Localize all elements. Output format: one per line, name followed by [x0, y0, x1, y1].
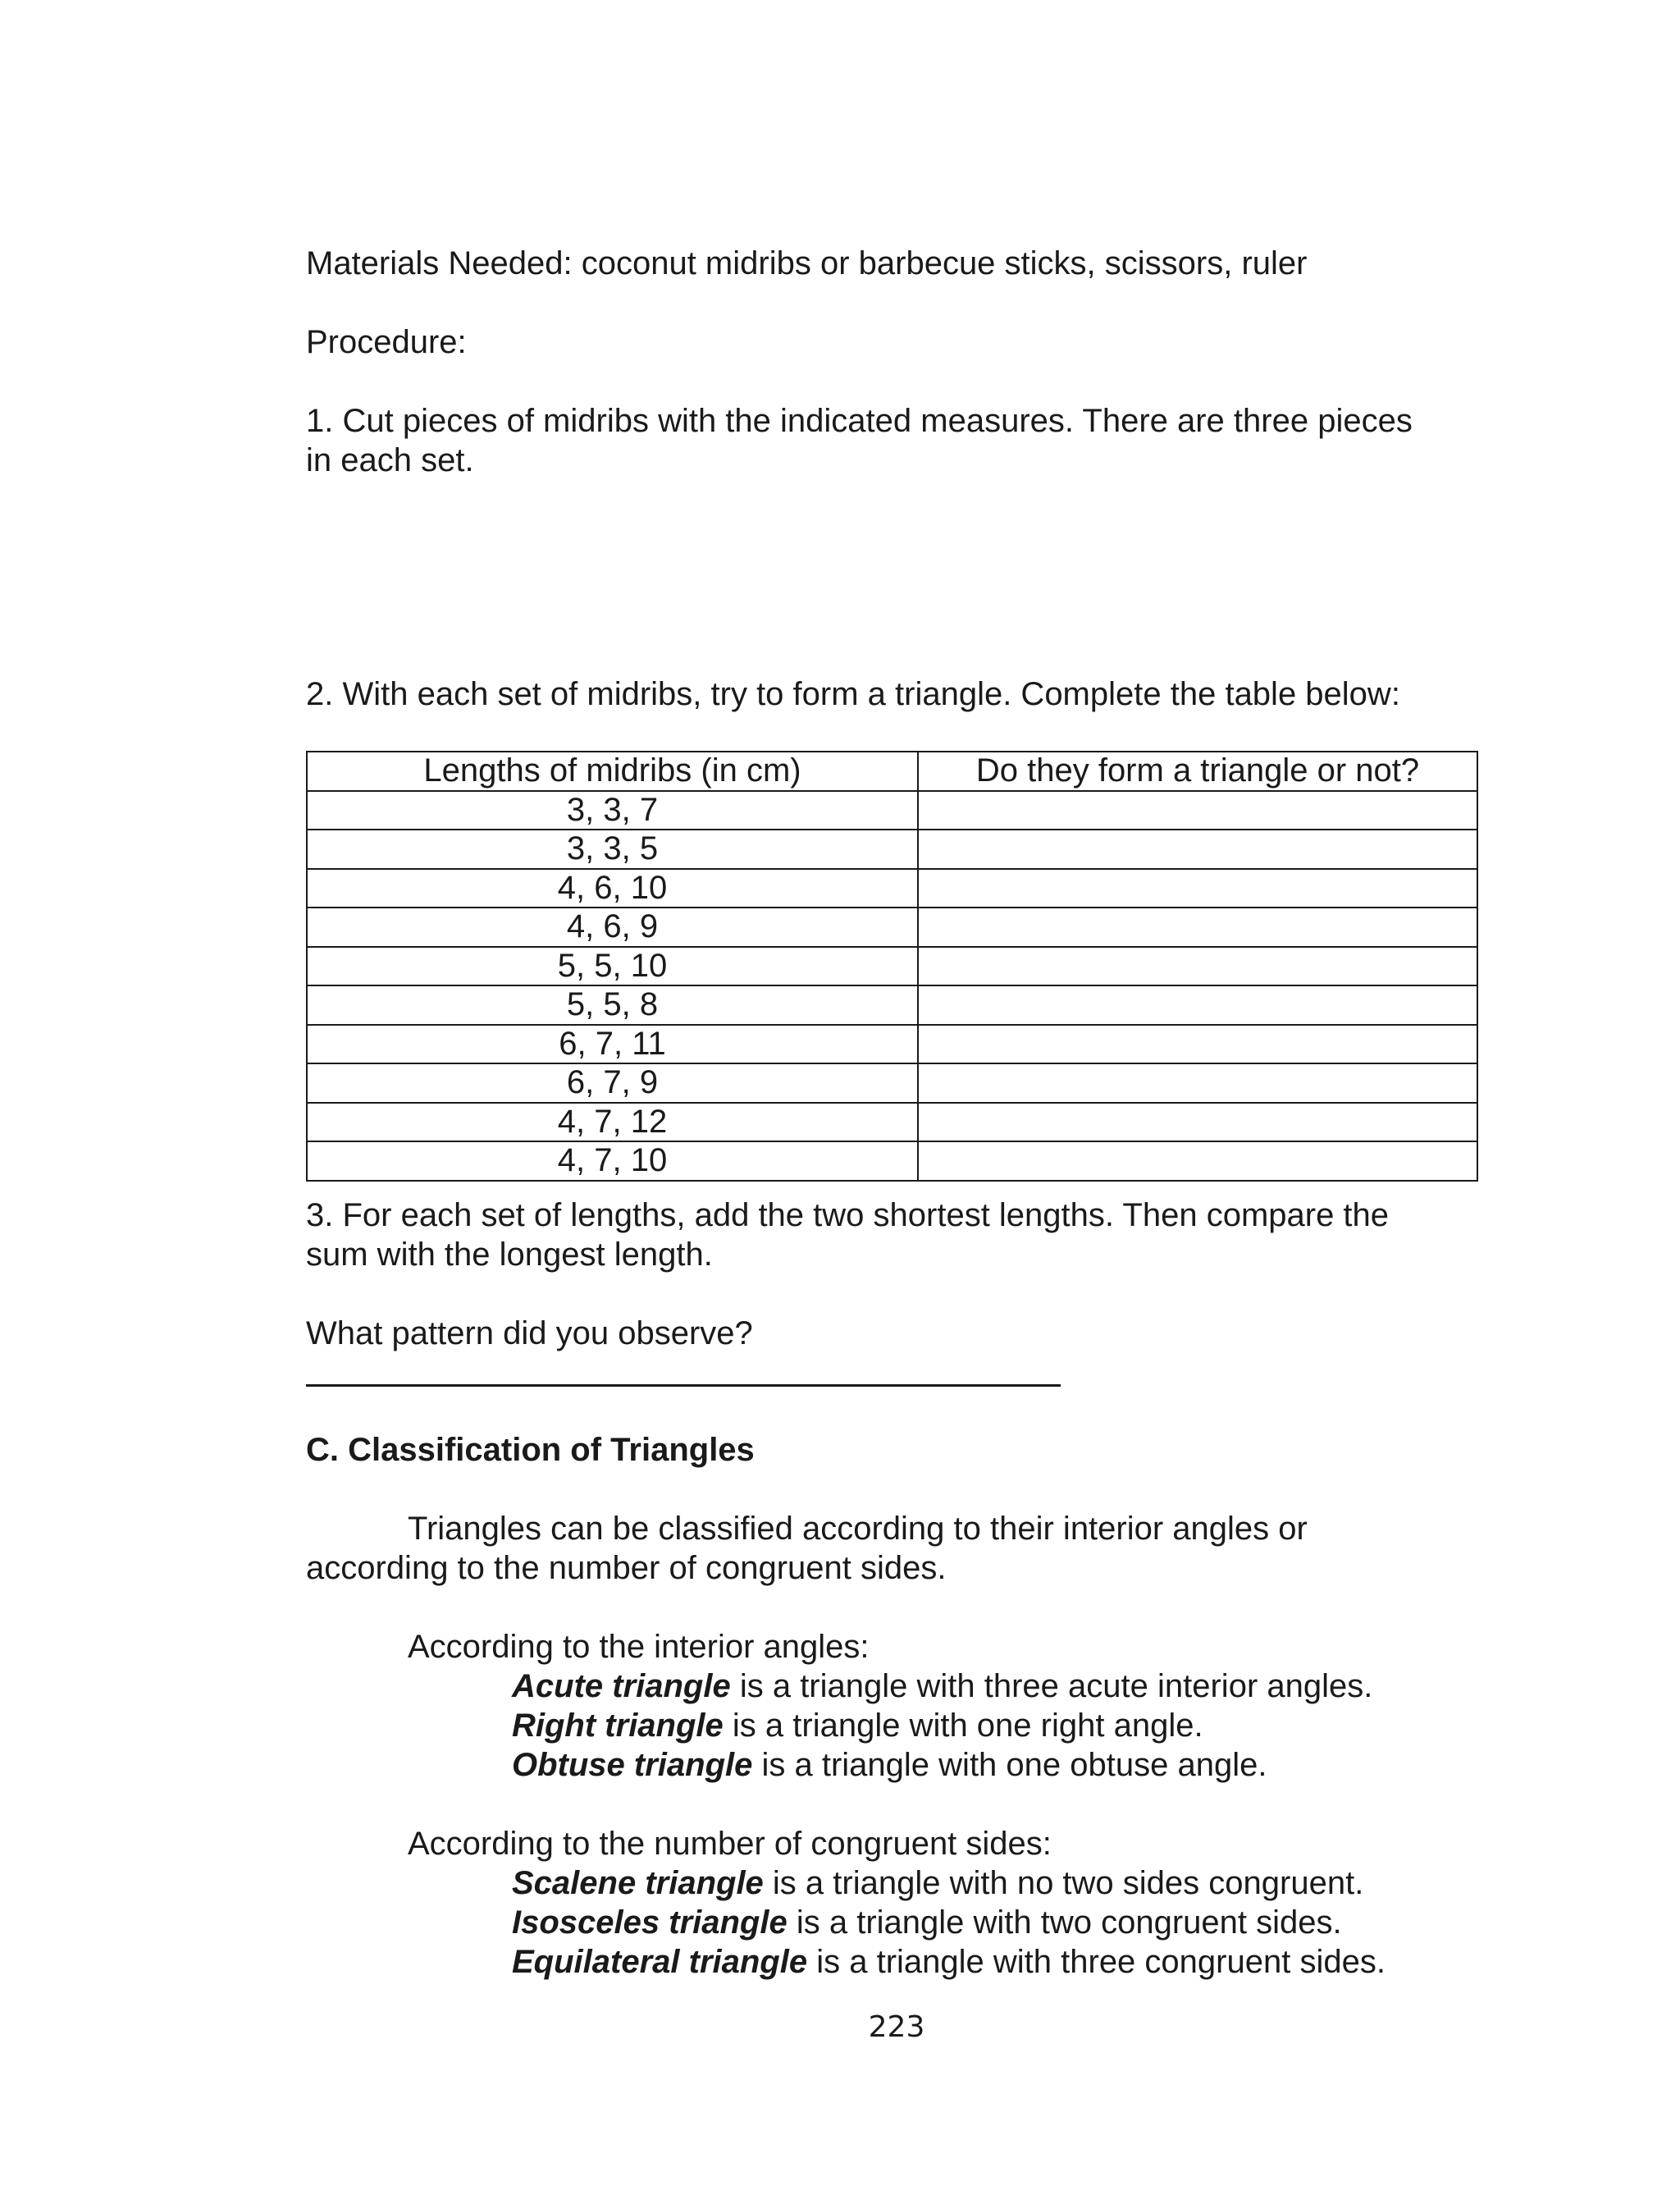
- answer-cell[interactable]: [918, 791, 1477, 830]
- definition-text: is a triangle with three acute interior angles.: [730, 1668, 1373, 1704]
- angles-heading: According to the interior angles:: [408, 1629, 870, 1665]
- lengths-cell: 6, 7, 11: [307, 1025, 918, 1064]
- step1-line1: 1. Cut pieces of midribs with the indicated measures. There are three pieces: [306, 403, 1413, 439]
- answer-cell[interactable]: [918, 985, 1477, 1025]
- definition-obtuse: [512, 1745, 1267, 1785]
- table-row: [307, 908, 1477, 947]
- definition-text: is a triangle with one right angle.: [723, 1708, 1203, 1744]
- table-row: [307, 1103, 1477, 1142]
- answer-cell[interactable]: [918, 947, 1477, 986]
- intro-line2: according to the number of congruent sides.: [306, 1550, 947, 1586]
- header-lengths: Lengths of midribs (in cm): [307, 752, 918, 791]
- table-header-row: [307, 752, 1477, 791]
- definition-right: [512, 1706, 1203, 1745]
- page-number: 223: [868, 2010, 925, 2044]
- table-row: [307, 830, 1477, 869]
- procedure-label: Procedure:: [306, 324, 467, 360]
- answer-cell[interactable]: [918, 908, 1477, 947]
- definition-text: is a triangle with no two sides congruent.: [763, 1865, 1364, 1901]
- answer-cell[interactable]: [918, 1025, 1477, 1064]
- term-isosceles: Isosceles triangle: [512, 1904, 788, 1941]
- lengths-cell: 4, 7, 10: [307, 1141, 918, 1181]
- table-row: [307, 1025, 1477, 1064]
- lengths-cell: 3, 3, 5: [307, 830, 918, 869]
- answer-cell[interactable]: [918, 869, 1477, 908]
- definition-scalene: [512, 1863, 1363, 1903]
- answer-cell[interactable]: [918, 1103, 1477, 1142]
- intro-line1: Triangles can be classified according to their interior angles or: [408, 1511, 1308, 1547]
- lengths-cell: 4, 6, 9: [307, 908, 918, 947]
- term-scalene: Scalene triangle: [512, 1865, 764, 1901]
- table-row: [307, 947, 1477, 986]
- answer-cell[interactable]: [918, 1063, 1477, 1103]
- table-row: [307, 1141, 1477, 1181]
- term-obtuse: Obtuse triangle: [512, 1747, 753, 1783]
- term-right: Right triangle: [512, 1708, 724, 1744]
- section-c-heading: C. Classification of Triangles: [306, 1432, 755, 1468]
- definition-acute: [512, 1667, 1372, 1706]
- answer-cell[interactable]: [918, 1141, 1477, 1181]
- term-acute: Acute triangle: [512, 1668, 731, 1704]
- lengths-cell: 4, 7, 12: [307, 1103, 918, 1142]
- answer-cell[interactable]: [918, 830, 1477, 869]
- definition-text: is a triangle with one obtuse angle.: [752, 1747, 1267, 1783]
- definition-text: is a triangle with two congruent sides.: [787, 1904, 1342, 1941]
- step2-line: 2. With each set of midribs, try to form a triangle. Complete the table below:: [306, 676, 1400, 712]
- step3-line1: 3. For each set of lengths, add the two shortest lengths. Then compare the: [306, 1197, 1390, 1233]
- table-row: [307, 869, 1477, 908]
- lengths-cell: 5, 5, 8: [307, 985, 918, 1025]
- header-forms-triangle: Do they form a triangle or not?: [918, 752, 1477, 791]
- answer-blank-line[interactable]: [306, 1384, 1061, 1387]
- table-row: [307, 985, 1477, 1025]
- lengths-cell: 5, 5, 10: [307, 947, 918, 986]
- table-row: [307, 1063, 1477, 1103]
- term-equilateral: Equilateral triangle: [512, 1944, 808, 1980]
- definition-text: is a triangle with three congruent sides.: [807, 1944, 1386, 1980]
- lengths-cell: 3, 3, 7: [307, 791, 918, 830]
- step3-line2: sum with the longest length.: [306, 1237, 713, 1273]
- lengths-cell: 4, 6, 10: [307, 869, 918, 908]
- midrib-lengths-table: [306, 751, 1478, 1182]
- step1-line2: in each set.: [306, 442, 474, 478]
- definition-isosceles: [512, 1903, 1342, 1942]
- lengths-cell: 6, 7, 9: [307, 1063, 918, 1103]
- table-row: [307, 791, 1477, 830]
- pattern-question: What pattern did you observe?: [306, 1315, 753, 1351]
- materials-line: Materials Needed: coconut midribs or barbecue sticks, scissors, ruler: [306, 245, 1308, 281]
- definition-equilateral: [512, 1942, 1386, 1982]
- sides-heading: According to the number of congruent sides:: [408, 1826, 1052, 1862]
